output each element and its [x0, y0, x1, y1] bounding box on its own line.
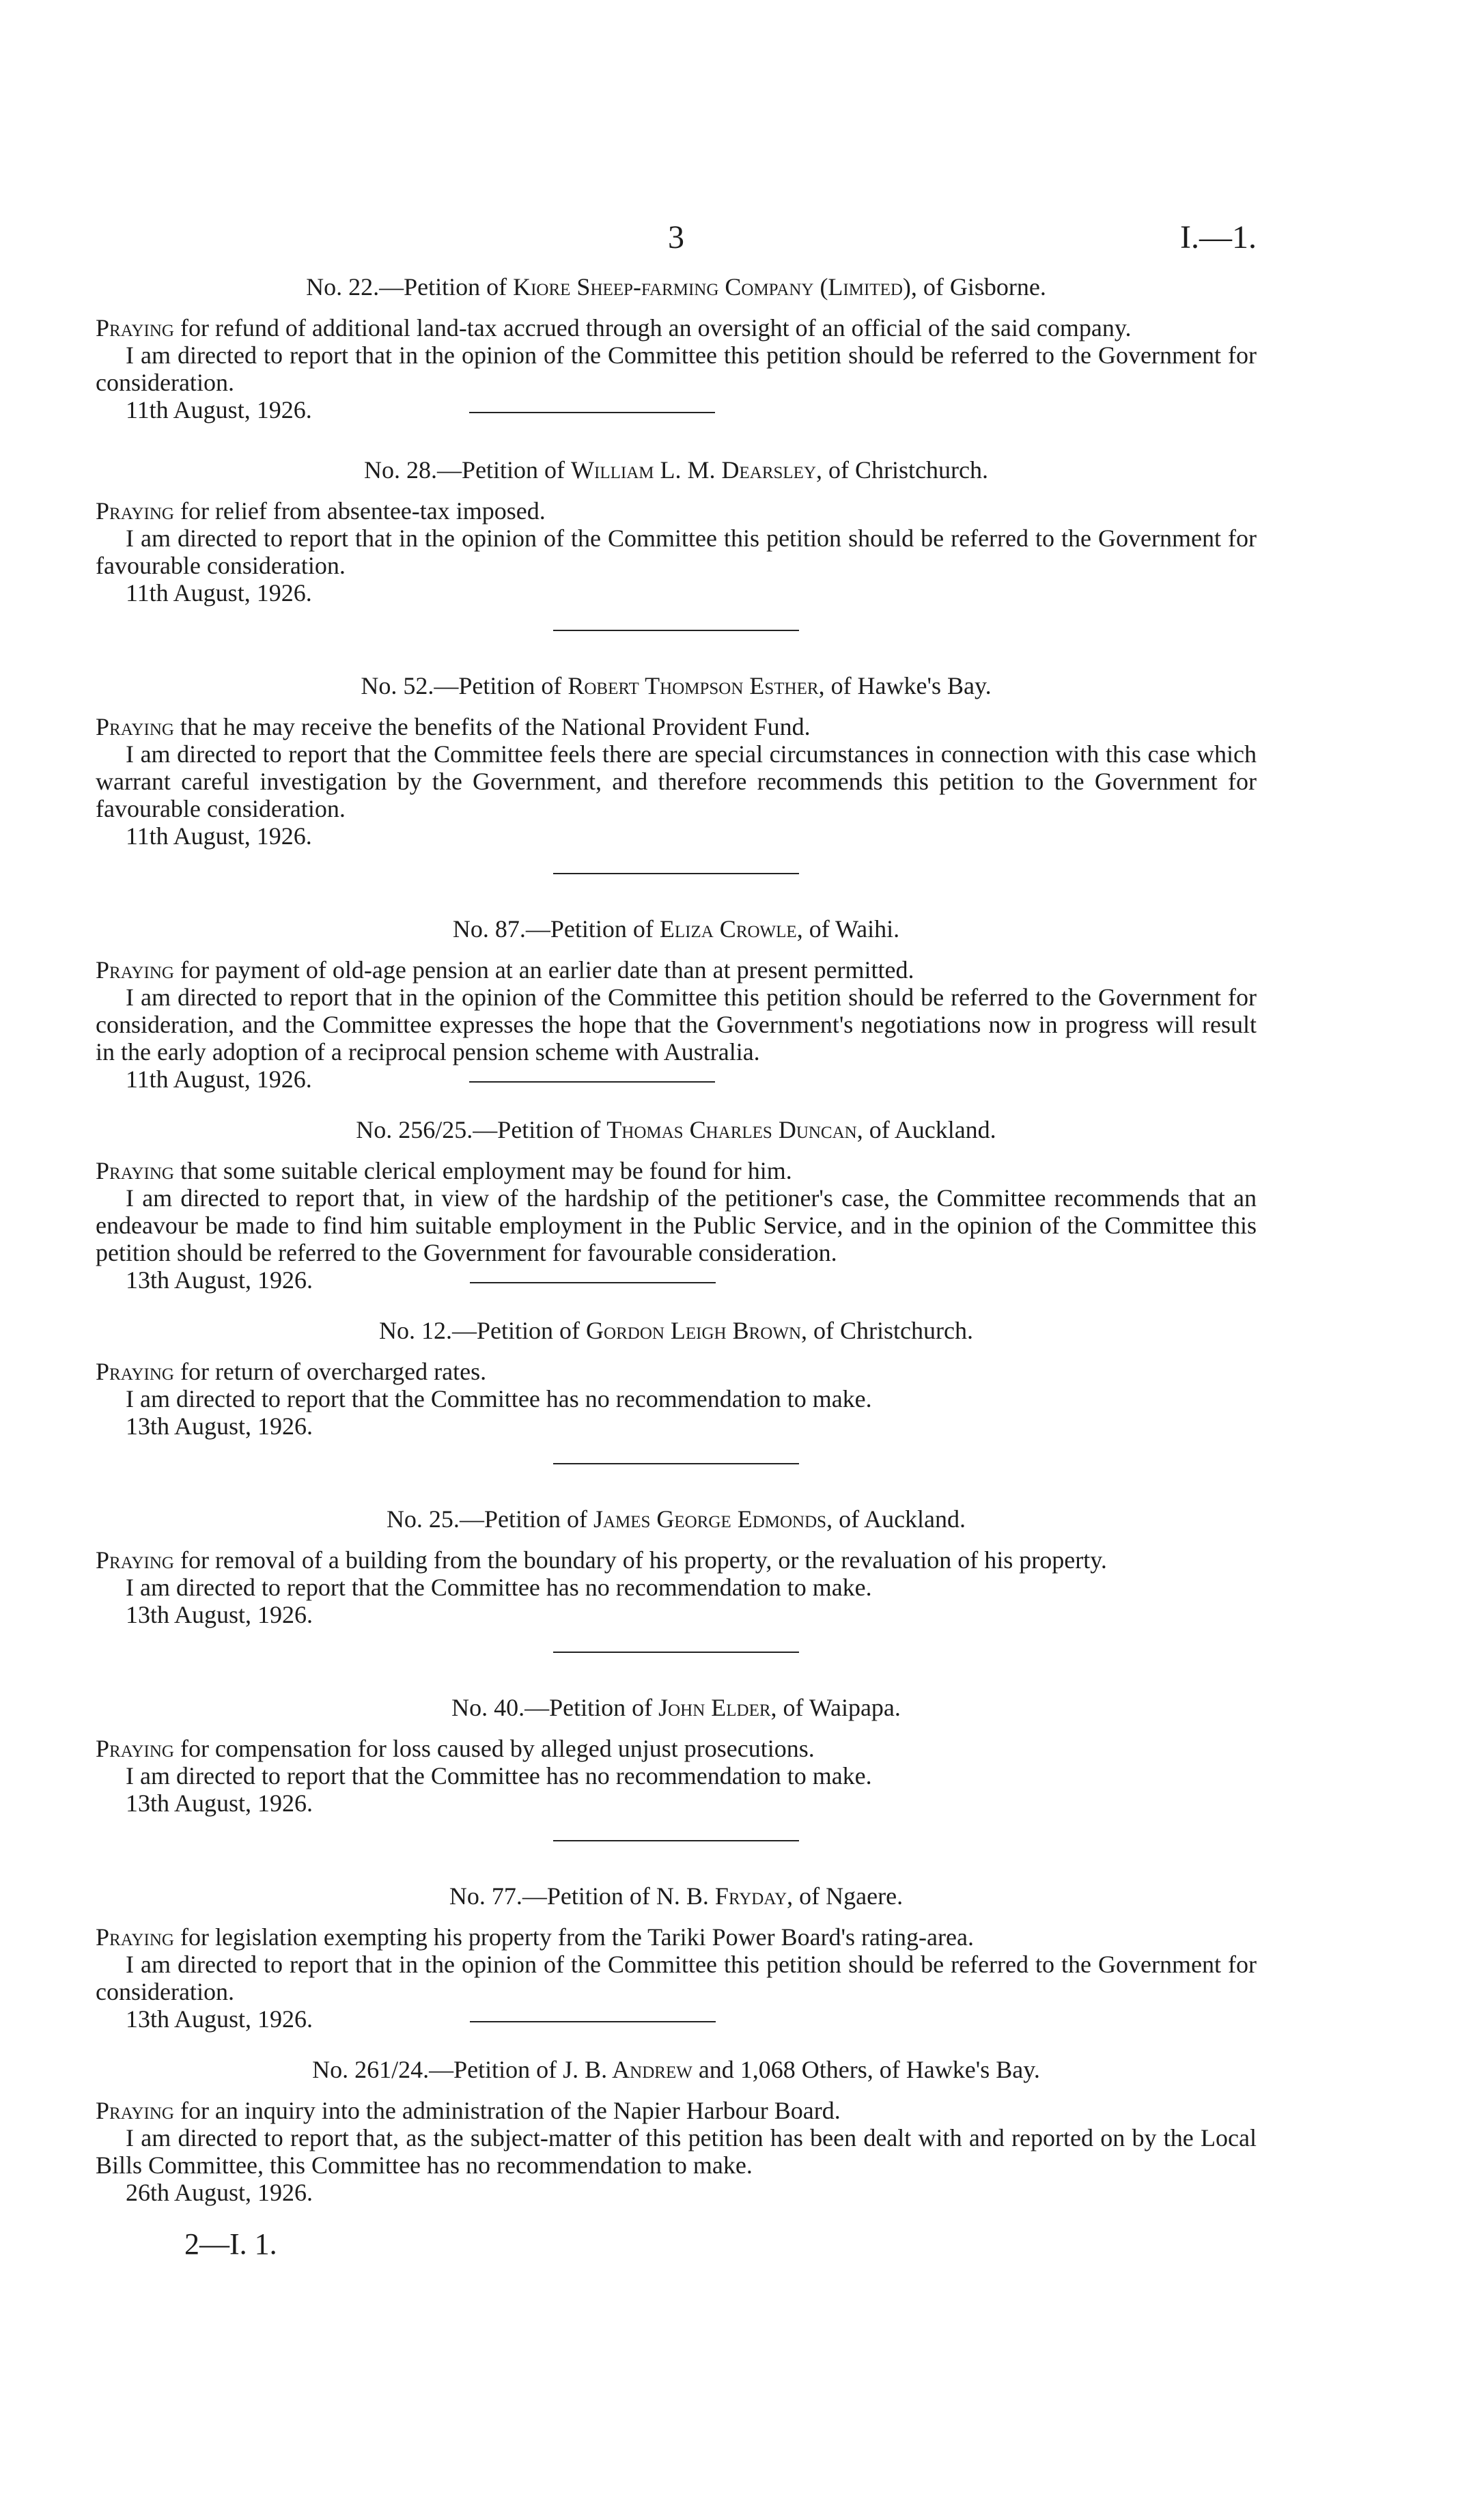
praying-paragraph: Praying that some suitable clerical employment may be found for him. — [96, 1157, 792, 1184]
petition-title: No. 52.—Petition of Robert Thompson Esther, of Hawke's Bay. — [361, 672, 992, 699]
petition-title: No. 87.—Petition of Eliza Crowle, of Waihi. — [452, 915, 900, 943]
petitioner-name: John Elder — [658, 1694, 771, 1721]
report-paragraph: I am directed to report that in the opinion of the Committee this petition should be referred to the Government for consideration, and the Committee expresses the hope that the Government's negotiations now in progress will result in the early adoption of a reciprocal pension scheme with Australia. — [96, 984, 1257, 1066]
petition-entry — [96, 1694, 1257, 1841]
signature-code: 2—I. 1. — [184, 2227, 277, 2261]
document-page — [96, 219, 1257, 2473]
series-code: I.—1. — [1180, 219, 1257, 255]
petition-date: 13th August, 1926. — [126, 1266, 1257, 1294]
praying-paragraph: Praying for relief from absentee-tax imposed. — [96, 497, 546, 525]
praying-paragraph: Praying that he may receive the benefits of the National Provident Fund. — [96, 713, 811, 740]
petition-number: No. 25. — [386, 1505, 460, 1533]
petition-entry — [96, 1882, 1257, 2033]
page-header — [96, 219, 1257, 273]
petition-number: No. 40. — [451, 1694, 525, 1721]
praying-paragraph: Praying for removal of a building from the boundary of his property, or the revaluation of his property. — [96, 1546, 1107, 1574]
petition-date: 11th August, 1926. — [126, 396, 1257, 423]
petition-title: No. 256/25.—Petition of Thomas Charles Duncan, of Auckland. — [356, 1116, 996, 1143]
petition-number: No. 256/25. — [356, 1116, 473, 1143]
praying-paragraph: Praying for return of overcharged rates. — [96, 1358, 487, 1385]
petition-date: 26th August, 1926. — [126, 2179, 313, 2206]
petition-title: No. 77.—Petition of N. B. Fryday, of Ngaere. — [449, 1882, 904, 1910]
petition-title: No. 12.—Petition of Gordon Leigh Brown, of Christchurch. — [379, 1317, 973, 1344]
petition-date: 11th August, 1926. — [126, 1066, 1257, 1093]
petitioner-name: William L. M. Dearsley — [571, 456, 816, 484]
petition-number: No. 22. — [306, 273, 380, 301]
report-paragraph: I am directed to report that the Committee feels there are special circumstances in connection with this case which warrant careful investigation by the Government, and therefore recommends this petition to the Government for favourable consideration. — [96, 740, 1257, 822]
petition-date: 13th August, 1926. — [126, 1601, 313, 1628]
petitioner-name: J. B. Andrew — [563, 2056, 692, 2083]
petition-number: No. 77. — [449, 1882, 522, 1910]
report-paragraph: I am directed to report that the Committee has no recommendation to make. — [126, 1385, 872, 1412]
petition-entry — [96, 456, 1257, 631]
petition-number: No. 52. — [361, 672, 434, 699]
separator-rule — [470, 1282, 716, 1283]
report-paragraph: I am directed to report that the Committee has no recommendation to make. — [126, 1574, 872, 1601]
petition-number: No. 12. — [379, 1317, 453, 1344]
praying-paragraph: Praying for legislation exempting his property from the Tariki Power Board's rating-area. — [96, 1923, 974, 1951]
petition-entry — [96, 672, 1257, 874]
petition-entry — [96, 273, 1257, 423]
petition-title: No. 25.—Petition of James George Edmonds, of Auckland. — [386, 1505, 966, 1533]
petition-date: 13th August, 1926. — [126, 2005, 1257, 2033]
report-paragraph: I am directed to report that in the opinion of the Committee this petition should be referred to the Government for consideration. — [96, 342, 1257, 396]
petitioner-name: James George Edmonds — [593, 1505, 827, 1533]
report-paragraph: I am directed to report that, as the subject-matter of this petition has been dealt with and reported on by the Local Bills Committee, this Committee has no recommendation to make. — [96, 2124, 1257, 2179]
report-paragraph: I am directed to report that the Committee has no recommendation to make. — [126, 1762, 872, 1789]
report-paragraph: I am directed to report that in the opinion of the Committee this petition should be referred to the Government for consideration. — [96, 1951, 1257, 2005]
petition-date: 11th August, 1926. — [126, 579, 312, 607]
separator-rule — [469, 1081, 715, 1083]
petition-entry — [96, 2056, 1257, 2206]
petitioner-name: Robert Thompson Esther — [568, 672, 819, 699]
petition-entry — [96, 1505, 1257, 1653]
petition-title: No. 22.—Petition of Kiore Sheep-farming Company (Limited), of Gisborne. — [306, 273, 1046, 301]
separator-rule — [469, 412, 715, 413]
petitioner-name: Kiore Sheep-farming Company (Limited) — [513, 273, 911, 301]
praying-paragraph: Praying for an inquiry into the administration of the Napier Harbour Board. — [96, 2097, 841, 2124]
petitioner-name: Thomas Charles Duncan — [606, 1116, 857, 1143]
petition-title: No. 261/24.—Petition of J. B. Andrew and 1,068 Others, of Hawke's Bay. — [312, 2056, 1040, 2083]
petition-number: No. 261/24. — [312, 2056, 430, 2083]
report-paragraph: I am directed to report that, in view of the hardship of the petitioner's case, the Committee recommends that an endeavour be made to find him suitable employment in the Public Service, and in the opinion of the Committee this petition should be referred to the Government for favourable consideration. — [96, 1184, 1257, 1266]
praying-paragraph: Praying for payment of old-age pension at an earlier date than at present permitted. — [96, 956, 914, 984]
petition-title: No. 40.—Petition of John Elder, of Waipapa. — [451, 1694, 901, 1721]
separator-rule — [470, 2021, 716, 2022]
petition-number: No. 28. — [364, 456, 438, 484]
praying-paragraph: Praying for refund of additional land-tax accrued through an oversight of an official of the said company. — [96, 314, 1132, 342]
petition-entry — [96, 1317, 1257, 1464]
petition-date: 13th August, 1926. — [126, 1789, 313, 1817]
petitioner-name: Eliza Crowle — [659, 915, 797, 943]
praying-paragraph: Praying for compensation for loss caused by alleged unjust prosecutions. — [96, 1735, 815, 1762]
petition-entry — [96, 1116, 1257, 1294]
petition-date: 11th August, 1926. — [126, 822, 312, 850]
page-number: 3 — [668, 219, 684, 255]
petition-entry — [96, 915, 1257, 1093]
petition-number: No. 87. — [452, 915, 526, 943]
petition-date: 13th August, 1926. — [126, 1412, 313, 1440]
petitioner-name: N. B. Fryday — [656, 1882, 787, 1910]
petition-title: No. 28.—Petition of William L. M. Dearsley, of Christchurch. — [364, 456, 988, 484]
report-paragraph: I am directed to report that in the opinion of the Committee this petition should be referred to the Government for favourable consideration. — [96, 525, 1257, 579]
petitioner-name: Gordon Leigh Brown — [586, 1317, 802, 1344]
